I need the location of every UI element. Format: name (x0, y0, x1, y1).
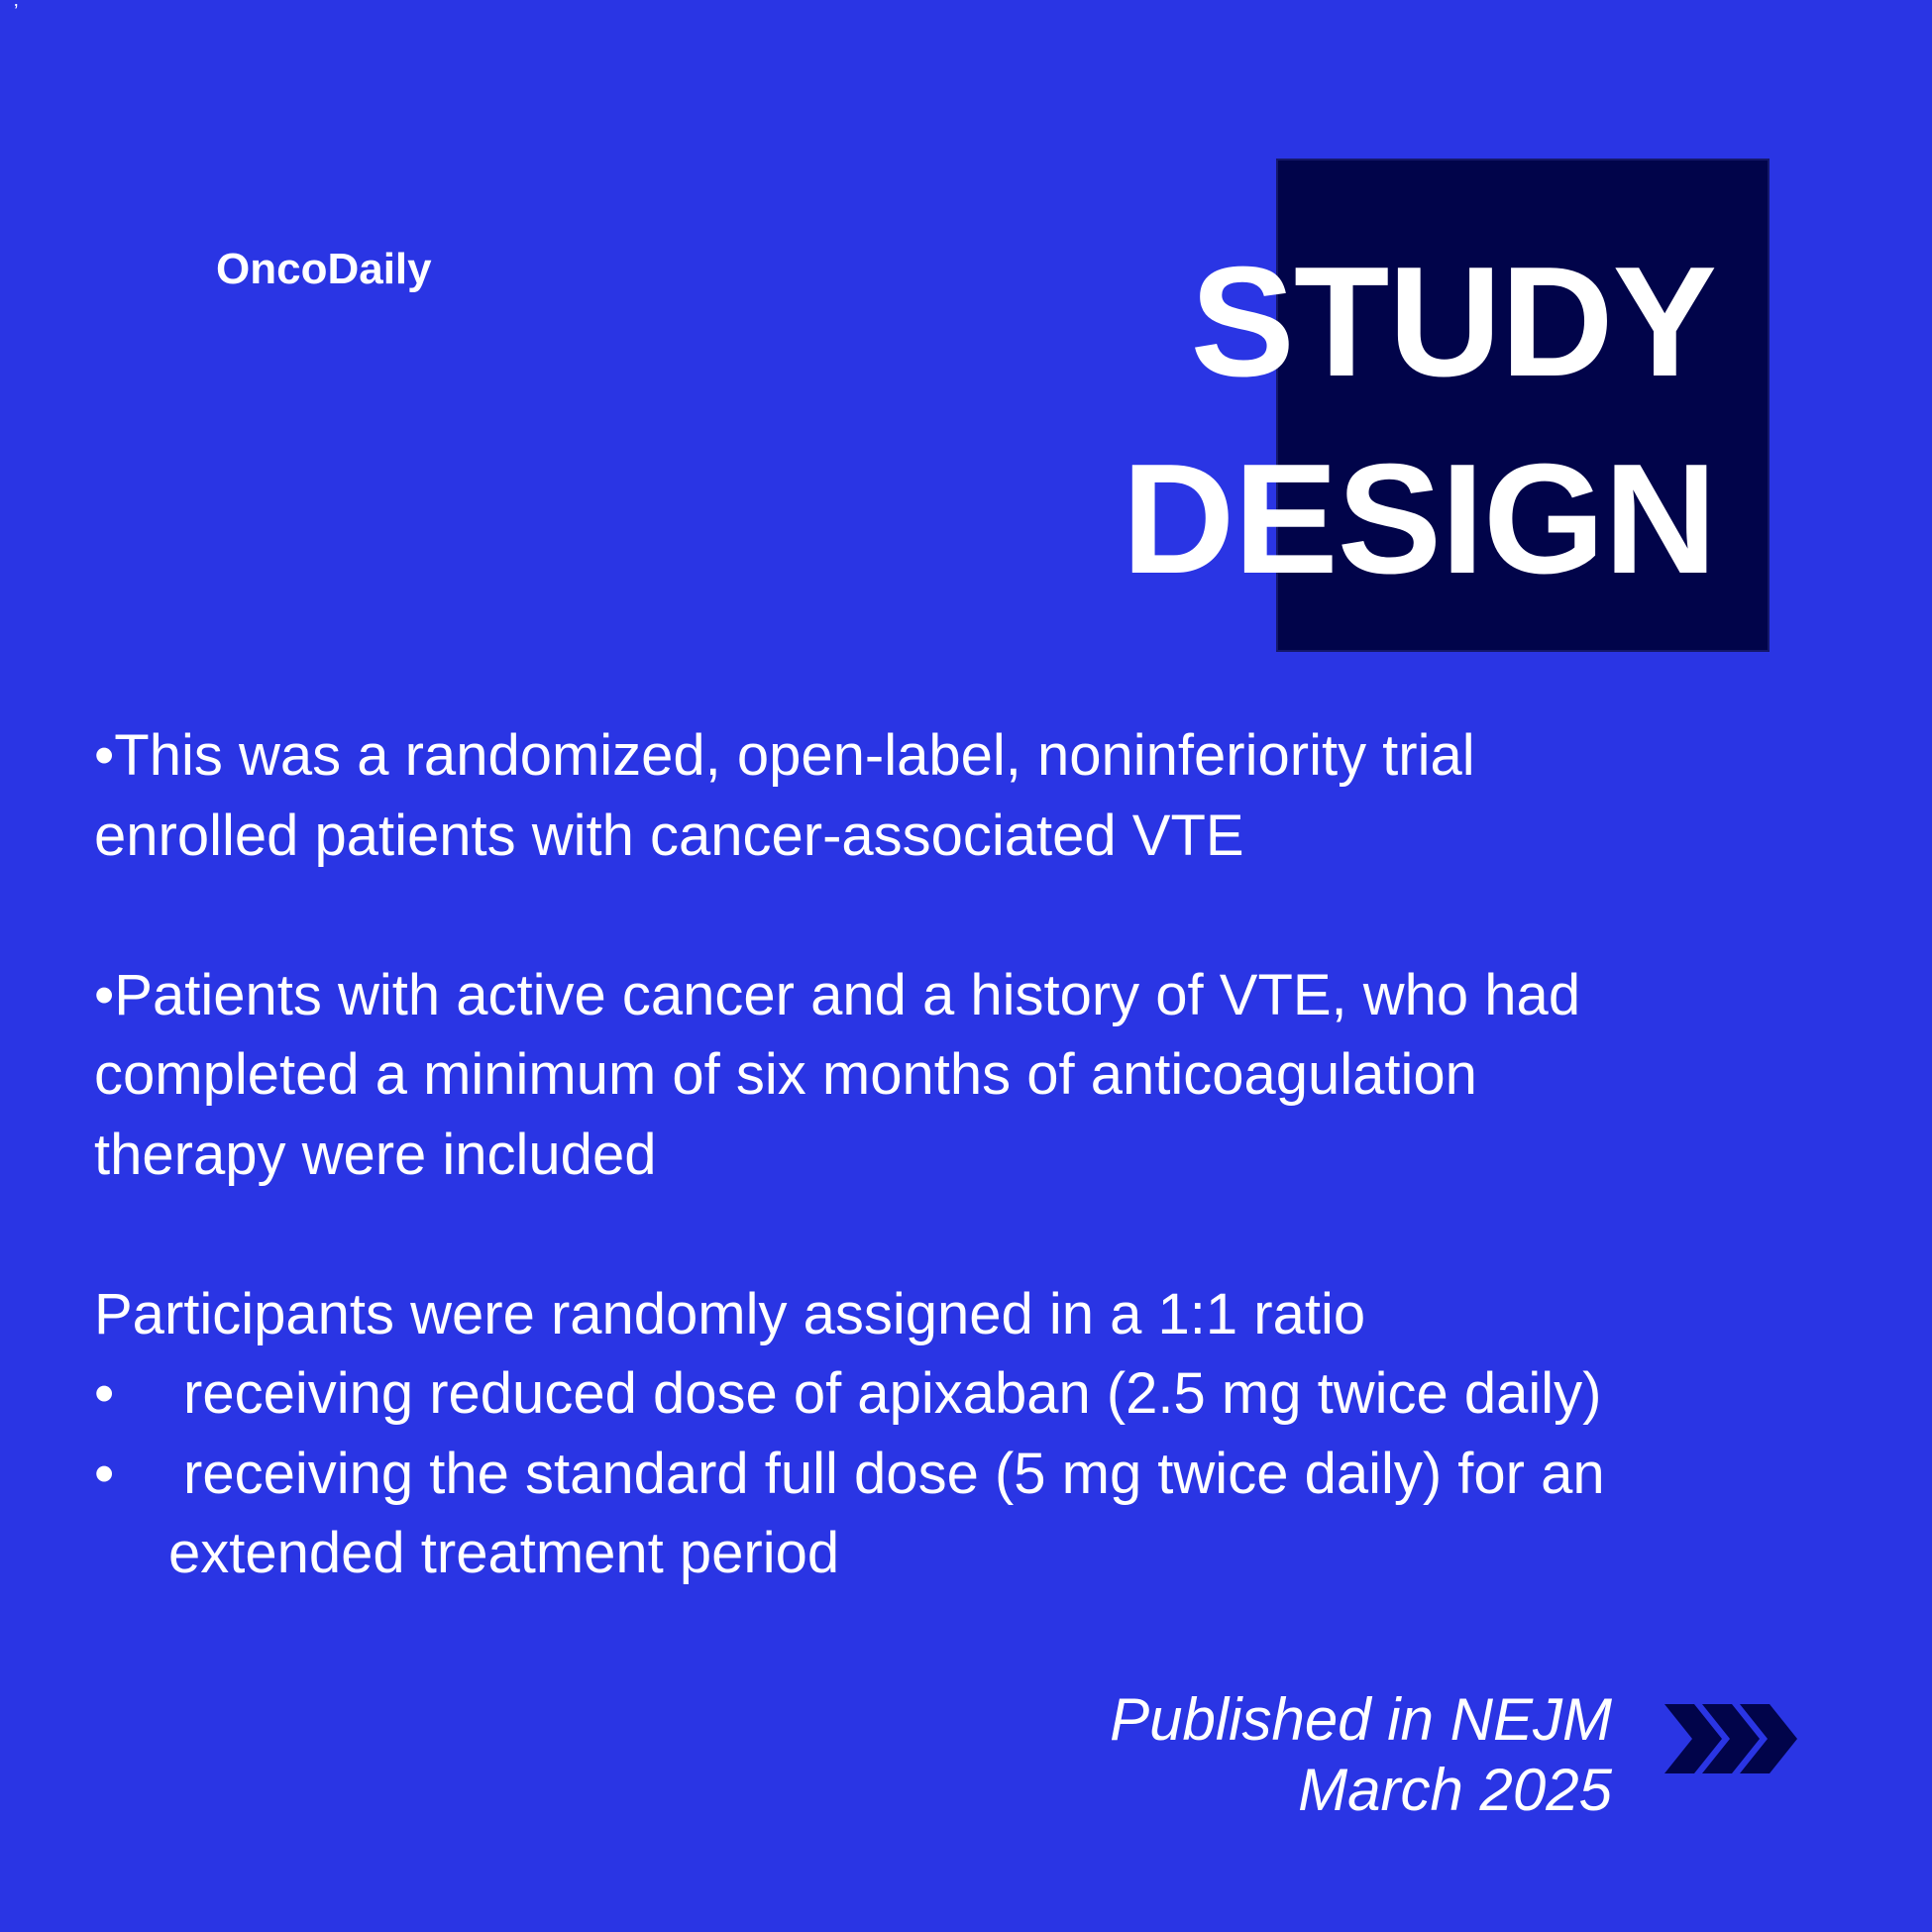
title-line-2: DESIGN (1122, 432, 1716, 606)
arm-2-text-continued: extended treatment period (168, 1521, 840, 1585)
study-design-content (94, 716, 1798, 1594)
title-line-1: STUDY (1190, 235, 1716, 409)
spacer (94, 876, 1798, 956)
arm-2-text: receiving the standard full dose (5 mg twice daily) for an (183, 1441, 1605, 1506)
brand-logo-text: OncoDaily (216, 245, 432, 293)
paragraph-1-line-2: enrolled patients with cancer-associated VTE (94, 803, 1244, 868)
bullet-icon: • (94, 1361, 115, 1426)
randomization-intro: Participants were randomly assigned in a 1:1 ratio (94, 1281, 1366, 1346)
list-item-arm-2 (94, 1435, 1798, 1515)
arm-1-text: receiving reduced dose of apixaban (2.5 mg twice daily) (183, 1361, 1602, 1426)
page-title (1122, 224, 1716, 618)
list-item-arm-1 (94, 1354, 1798, 1435)
triple-chevron-right-icon (1657, 1700, 1805, 1777)
paragraph-2-line-1: •Patients with active cancer and a history of VTE, who had (94, 962, 1581, 1027)
corner-mark: ’ (14, 1, 19, 23)
paragraph-2-line-2: completed a minimum of six months of anticoagulation (94, 1042, 1477, 1107)
list-item-arm-2-continued (94, 1514, 1798, 1594)
publication-note (1110, 1684, 1612, 1825)
bullet-icon: • (94, 1441, 115, 1506)
paragraph-1-line-1: •This was a randomized, open-label, noninferiority trial (94, 723, 1475, 788)
paragraph-2-line-3: therapy were included (94, 1122, 657, 1187)
publication-journal: Published in NEJM (1110, 1686, 1612, 1753)
spacer (94, 1195, 1798, 1275)
publication-date: March 2025 (1298, 1757, 1612, 1823)
